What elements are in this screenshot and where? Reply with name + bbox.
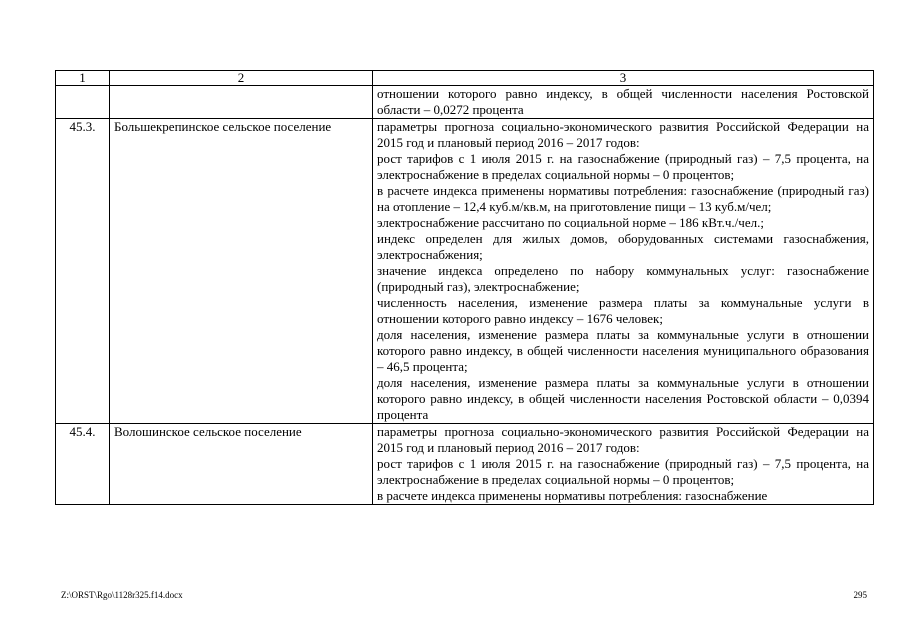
- header-cell-3: 3: [373, 71, 874, 86]
- table-row-continuation: [56, 86, 874, 119]
- table-header-row: [56, 71, 874, 86]
- row-paragraph: параметры прогноза социально-экономического развития Российской Федерации на 2015 год и плановый период 2016 – 2017 годов:: [377, 119, 869, 150]
- row-number-cell: 45.4.: [56, 424, 110, 505]
- row-name-cell: [110, 86, 373, 119]
- row-text-cell: [373, 119, 874, 424]
- footer-file-path: Z:\ORST\Rgo\1128r325.f14.docx: [61, 590, 183, 600]
- row-paragraph: доля населения, изменение размера платы за коммунальные услуги в отношении которого равно индексу, в общей численности населения муниципального образования – 46,5 процента;: [377, 327, 869, 374]
- row-paragraph: электроснабжение рассчитано по социальной норме – 186 кВт.ч./чел.;: [377, 215, 764, 230]
- row-paragraph: параметры прогноза социально-экономического развития Российской Федерации на 2015 год и плановый период 2016 – 2017 годов:: [377, 424, 869, 455]
- table-row-45-4: [56, 424, 874, 505]
- row-paragraph: рост тарифов с 1 июля 2015 г. на газоснабжение (природный газ) – 7,5 процента, на электроснабжение в пределах социальной нормы – 0 процентов;: [377, 456, 869, 487]
- row-number-cell: [56, 86, 110, 119]
- row-paragraph: доля населения, изменение размера платы за коммунальные услуги в отношении которого равно индексу, в общей численности населения Ростовской области – 0,0394 процента: [377, 375, 869, 422]
- row-paragraph: значение индекса определено по набору коммунальных услуг: газоснабжение (природный газ), электроснабжение;: [377, 263, 869, 294]
- header-cell-2: 2: [110, 71, 373, 86]
- row-text-cell: [373, 424, 874, 505]
- row-paragraph: в расчете индекса применены нормативы потребления: газоснабжение (природный газ) на отопление – 12,4 куб.м/кв.м, на приготовление пищи – 13 куб.м/чел;: [377, 183, 869, 214]
- row-paragraph: индекс определен для жилых домов, оборудованных системами газоснабжения, электроснабжения;: [377, 231, 869, 262]
- row-paragraph: численность населения, изменение размера платы за коммунальные услуги в отношении которого равно индексу – 1676 человек;: [377, 295, 869, 326]
- page-number: 295: [853, 590, 867, 600]
- row-name-cell: Большекрепинское сельское поселение: [110, 119, 373, 424]
- row-paragraph: в расчете индекса применены нормативы потребления: газоснабжение: [377, 488, 768, 503]
- row-number-cell: 45.3.: [56, 119, 110, 424]
- table-row-45-3: [56, 119, 874, 424]
- row-name-cell: Волошинское сельское поселение: [110, 424, 373, 505]
- row-text-cell: [373, 86, 874, 119]
- row-paragraph: рост тарифов с 1 июля 2015 г. на газоснабжение (природный газ) – 7,5 процента, на электроснабжение в пределах социальной нормы – 0 процентов;: [377, 151, 869, 182]
- row-paragraph: отношении которого равно индексу, в общей численности населения Ростовской области – 0,0272 процента: [377, 86, 869, 117]
- document-table: [55, 70, 874, 505]
- header-cell-1: 1: [56, 71, 110, 86]
